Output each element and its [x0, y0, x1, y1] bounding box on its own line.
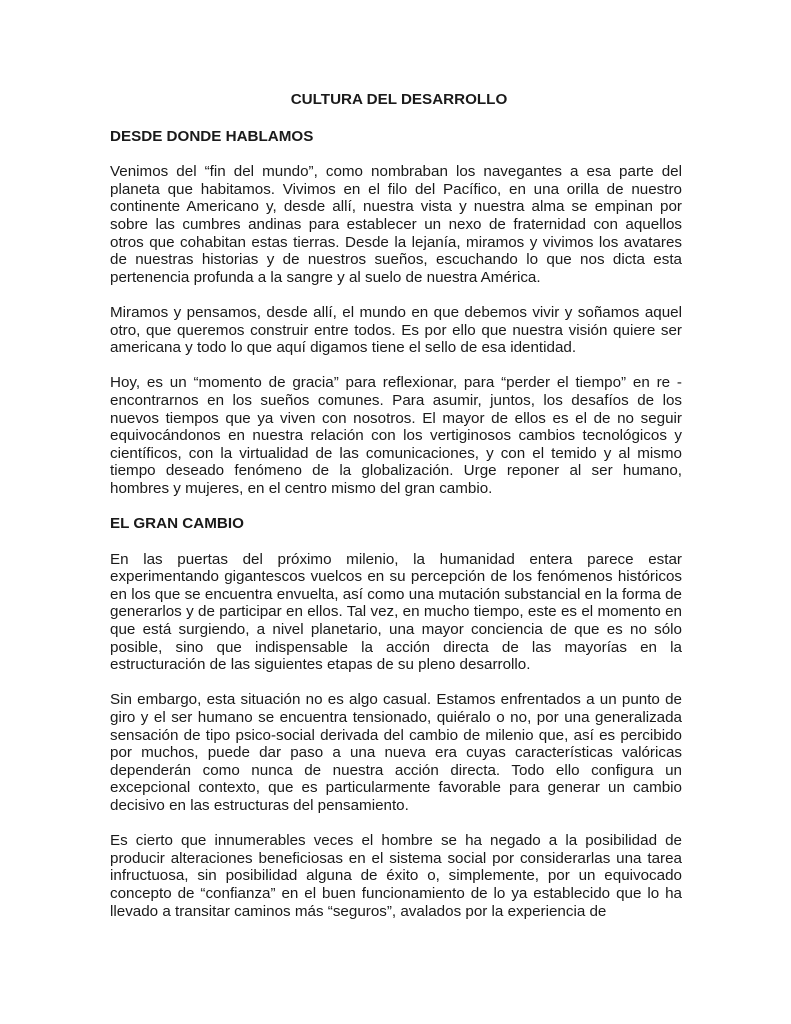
paragraph: Es cierto que innumerables veces el hombre se ha negado a la posibilidad de producir alteraciones beneficiosas en el sistema social por considerarlas una tarea infructuosa, sin posibilidad alguna de éxito o, simplemente, por un equivocado concepto de “confianza” en el buen funcionamiento de lo ya establecido que lo ha llevado a transitar caminos más “seguros”, avalados por la experiencia de: [110, 832, 682, 920]
paragraph: Miramos y pensamos, desde allí, el mundo en que debemos vivir y soñamos aquel otro, que queremos construir entre todos. Es por ello que nuestra visión quiere ser americana y todo lo que aquí digamos tiene el sello de esa identidad.: [110, 303, 682, 357]
document-page: [110, 91, 682, 938]
paragraph: En las puertas del próximo milenio, la humanidad entera parece estar experimentando gigantescos vuelcos en su percepción de los fenómenos históricos en los que se encuentra envuelta, así como una mutación substancial en la forma de generarlos y de participar en ellos. Tal vez, en mucho tiempo, este es el momento en que está surgiendo, a nivel planetario, una mayor conciencia de que es no sólo posible, sino que indispensable la acción directa de las mayorías en la estructuración de las siguientes etapas de su pleno desarrollo.: [110, 550, 682, 674]
section-heading-desde-donde-hablamos: DESDE DONDE HABLAMOS: [110, 127, 314, 145]
paragraph: Sin embargo, esta situación no es algo casual. Estamos enfrentados a un punto de giro y el ser humano se encuentra tensionado, quiéralo o no, por una generalizada sensación de tipo psico-social derivada del cambio de milenio que, así es percibido por muchos, puede dar paso a una nueva era cuyas características valóricas dependerán como nunca de nuestra acción directa. Todo ello configura un excepcional contexto, que es particularmente favorable para generar un cambio decisivo en las estructuras del pensamiento.: [110, 691, 682, 814]
paragraph: Venimos del “fin del mundo”, como nombraban los navegantes a esa parte del planeta que habitamos. Vivimos en el filo del Pacífico, en una orilla de nuestro continente Americano y, desde allí, nuestra vista y nuestra alma se empinan por sobre las cumbres andinas para establecer un nexo de fraternidad con aquellos otros que cohabitan estas tierras. Desde la lejanía, miramos y vivimos los avatares de nuestras historias y de nuestros sueños, escuchando lo que nos dicta esta pertenencia profunda a la sangre y al suelo de nuestra América.: [110, 163, 682, 286]
section-heading-el-gran-cambio: EL GRAN CAMBIO: [110, 515, 244, 533]
paragraph: Hoy, es un “momento de gracia” para reflexionar, para “perder el tiempo” en re - encontrarnos en los sueños comunes. Para asumir, juntos, los desafíos de los nuevos tiempos que ya viven con nosotros. El mayor de ellos es el de no seguir equivocándonos en nuestra relación con los vertiginosos cambios tecnológicos y científicos, con la virtualidad de las comunicaciones, y con el temido y al mismo tiempo deseado fenómeno de la globalización. Urge reponer al ser humano, hombres y mujeres, en el centro mismo del gran cambio.: [110, 374, 682, 497]
document-title: CULTURA DEL DESARROLLO: [290, 91, 508, 108]
